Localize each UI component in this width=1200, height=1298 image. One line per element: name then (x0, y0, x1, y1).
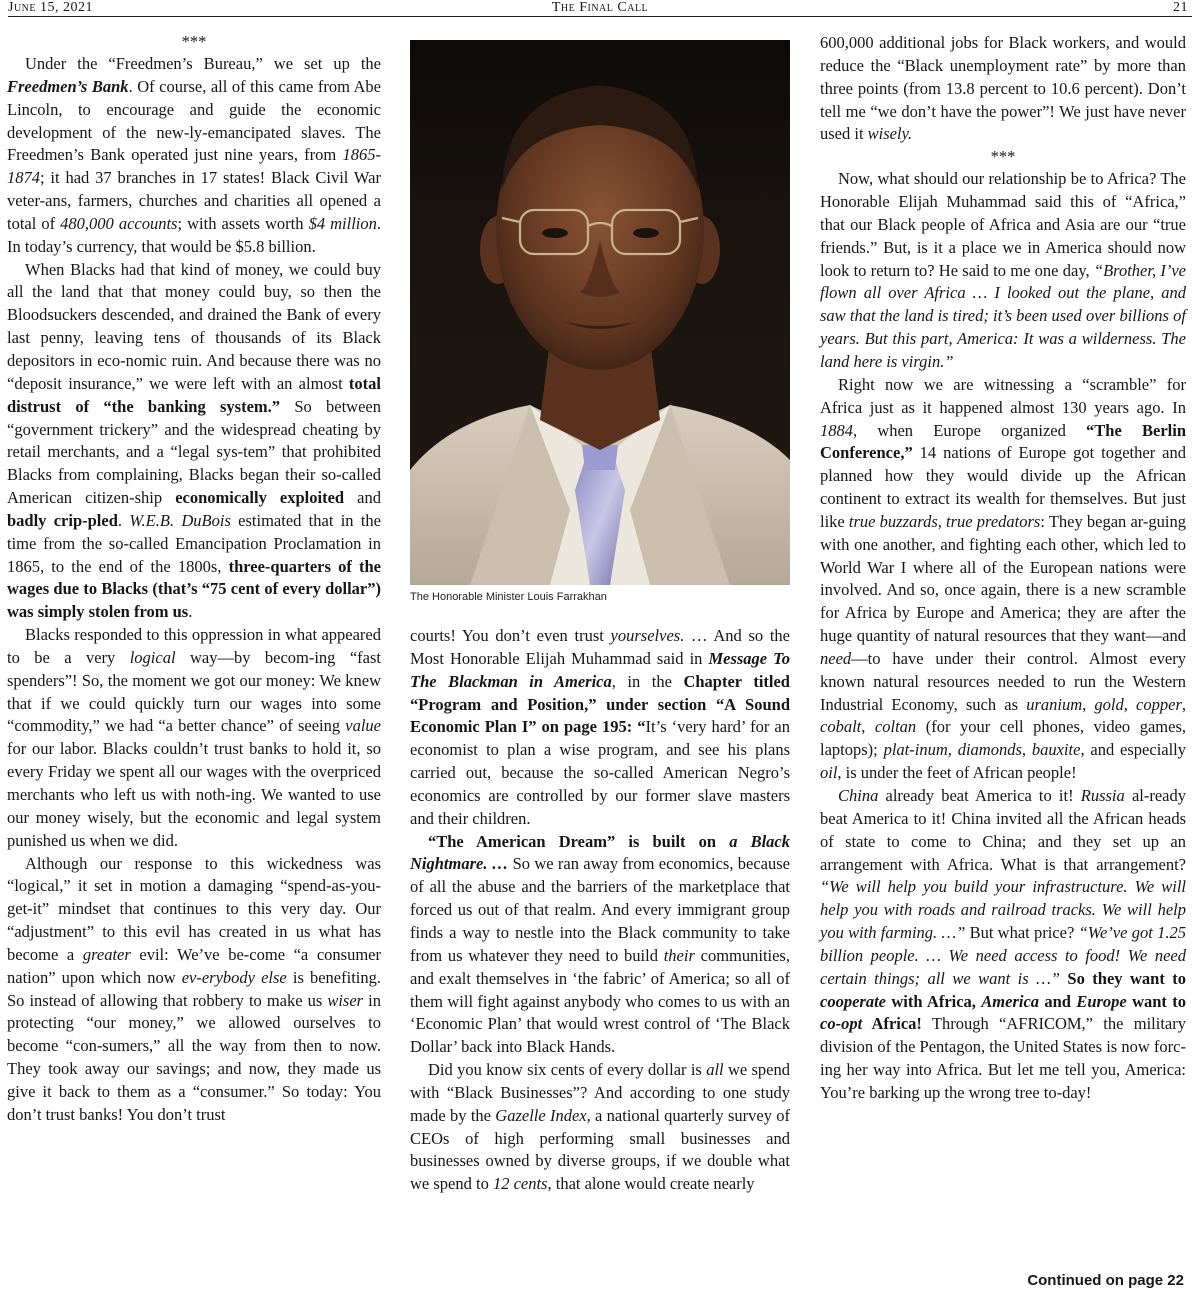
portrait-illustration (410, 40, 790, 585)
continued-link: Continued on page 22 (1027, 1272, 1184, 1289)
paragraph: Although our response to this wickedness was “logical,” it set in motion a damaging “spend-as-you-get-it” mindset that continues to this very day. Our “adjustment” to this evil has created in us what has become a greater evil: We’ve be-come “a consumer nation” upon which now ev-erybody else is benefiting. So instead of allowing that robbery to make us wiser in protecting “our money,” we allowed ourselves to become “con-sumers,” all the way from then to now. They took away our savings; and now, they made us give it back to them as a “consumer.” So today: You don’t trust banks! You don’t trust (7, 853, 381, 1124)
article-column-2 (410, 625, 790, 1196)
page-header (8, 0, 1192, 17)
paragraph: Did you know six cents of every dollar is all we spend with “Black Businesses”? And according to one study made by the Gazelle Index, a national quarterly survey of CEOs of high performing small businesses and businesses owned by diverse groups, if we double what we spend to 12 cents, that alone would create nearly (410, 1060, 791, 1194)
publication-name: The Final Call (551, 0, 649, 15)
paragraph: Blacks responded to this oppression in what appeared to be a very logical way—by becom-ing “fast spenders”! So, the moment we got our money: We knew that if we could quickly turn our wages into some “commodity,” we had “a better chance” of seeing value for our labor. Blacks couldn’t trust banks to hold it, so every Friday we spent all our wages with the overpriced merchants who left us with noth-ing. We wanted to use our money wisely, but the economic and legal system punished us when we did. (7, 625, 381, 850)
photo-caption: The Honorable Minister Louis Farrakhan (410, 591, 607, 603)
paragraph: courts! You don’t even trust yourselves. … And so the Most Honorable Elijah Muhammad said in Message To The Blackman in America, in the Chapter titled “Program and Position,” under section “A Sound Economic Plan I” on page 195: “It’s ‘very hard’ for an economist to plan a wise program, and see his plans carried out, because the so-called American Negro’s economics are controlled by our former slave masters and their children. (410, 626, 791, 828)
paragraph: Now, what should our relationship be to Africa? The Honorable Elijah Muhammad said this of “Africa,” that our Black people of Africa and Asia are our “true friends.” But, is it a place we in America should now look to return to? He said to me one day, “Brother, I’ve flown all over Africa … I looked out the plane, and saw that the land is tired; it’s been used over billions of years. But this part, America: It was a wilderness. The land here is virgin.” (820, 169, 1186, 371)
page-number: 21 (1173, 0, 1188, 15)
portrait-photo (410, 40, 790, 585)
section-break: *** (181, 32, 207, 51)
section-break: *** (990, 147, 1016, 167)
paragraph: Under the “Freedmen’s Bureau,” we set up the Freedmen’s Bank. Of course, all of this came from Abe Lincoln, to encourage and guide the economic development of the new-ly-emancipated slaves. The Freedmen’s Bank operated just nine years, from 1865-1874; it had 37 branches in 17 states! Black Civil War veter-ans, farmers, churches and charities all opened a total of 480,000 accounts; with assets worth $4 million. In today’s currency, that would be $5.8 billion. (7, 54, 381, 256)
paragraph: 600,000 additional jobs for Black workers, and would reduce the “Black unemployment rate” by more than three points (from 13.8 percent to 10.6 percent). Don’t tell me “we don’t have the power”! We just have never used it wisely. (820, 33, 1186, 144)
article-column-1 (7, 31, 381, 1127)
article-column-3 (820, 32, 1186, 1105)
paragraph: China already beat America to it! Russia al-ready beat America to it! China invited all the African heads of state to come to China; and they set up an arrangement with Africa. What is that arrangement? “We will help you build your infrastructure. We will help you with roads and railroad tracks. We will help you with farming. …” But what price? “We’ve got 1.25 billion people. … We need access to food! We need certain things; all we want is …” So they want to cooperate with Africa, America and Europe want to co-opt Africa! Through “AFRICOM,” the military division of the Pentagon, the United States is now forc-ing her way into Africa. But let me tell you, America: You’re barking up the wrong tree to-day! (820, 786, 1187, 1102)
issue-date: June 15, 2021 (8, 0, 93, 15)
paragraph: “The American Dream” is built on a Black Nightmare. … So we ran away from economics, because of all the abuse and the barriers of the marketplace that forced us out of that realm. And every immigrant group finds a way to nestle into the Black community to take from us whatever they need to build their communities, and exalt themselves in ‘the fabric’ of America; so all of them will fight against anybody who comes to us with an ‘Economic Plan’ that would wrest control of ‘The Black Dollar’ back into Black Hands. (410, 831, 790, 1057)
paragraph: When Blacks had that kind of money, we could buy all the land that that money could buy, so then the Bloodsuckers descended, and drained the Bank of every last penny, leaving tens of thousands of its Black depositors in eco-nomic ruin. And because there was no “deposit insurance,” we were left with an almost total distrust of “the banking system.” So between “government trickery” and the widespread cheating by retail merchants, and a “legal sys-tem” that prohibited Blacks from complaining, Blacks began their so-called American citizen-ship economically exploited and badly crip-pled. W.E.B. DuBois estimated that in the time from the so-called Emancipation Proclamation in 1865, to the end of the 1800s, three-quarters of the wages due to Blacks (that’s “75 cent of every dollar”) was simply stolen from us. (7, 259, 382, 622)
paragraph: Right now we are witnessing a “scramble” for Africa just as it happened almost 130 years ago. In 1884, when Europe organized “The Berlin Conference,” 14 nations of Europe got together and planned how they would divide up the African continent to extract its wealth for themselves. But just like true buzzards, true predators: They began ar-guing with one another, and fighting each other, which led to World War I where all of the European nations were involved. And so, once again, there is a new scramble for Africa by Europe and America; they are after the huge quantity of natural resources that they want—and need—to have under their control. Almost every known natural resources needed to run the Western Industrial Economy, such as uranium, gold, copper, cobalt, coltan (for your cell phones, video games, laptops); plat-inum, diamonds, bauxite, and especially oil, is under the feet of African people! (820, 374, 1187, 783)
